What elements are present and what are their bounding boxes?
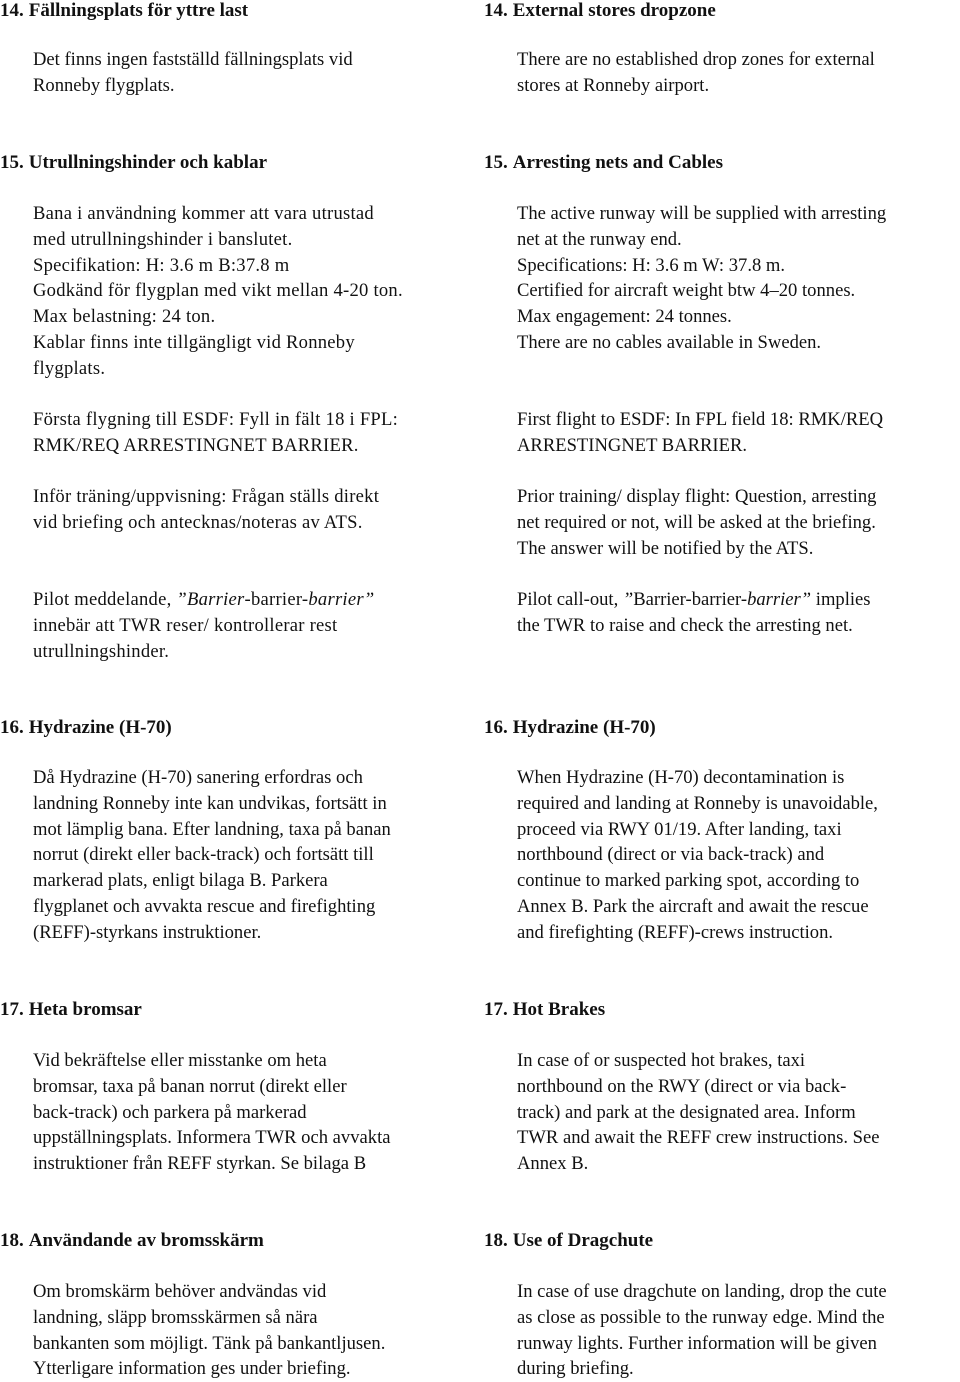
section-number: 14.	[484, 0, 508, 21]
text-line: as close as possible to the runway edge. Mind the	[517, 1306, 885, 1328]
section-18-heading-sv	[0, 1230, 264, 1252]
section-15-para3-sv	[33, 484, 379, 536]
section-15-para3-en	[517, 484, 876, 561]
section-16-heading-sv	[0, 717, 172, 739]
section-14-body-en	[517, 47, 875, 99]
text-line: Kablar finns inte tillgängligt vid Ronneby	[33, 331, 355, 353]
text-line: Certified for aircraft weight btw 4–20 tonnes.	[517, 280, 856, 302]
section-16-heading-en	[484, 717, 656, 739]
text-line: Annex B.	[517, 1153, 589, 1175]
text-line: Vid bekräftelse eller misstanke om heta	[33, 1050, 327, 1071]
text-line	[517, 587, 871, 613]
section-15-heading-sv	[0, 152, 267, 174]
text-line: There are no established drop zones for external	[517, 49, 875, 70]
text-line: Bana i användning kommer att vara utrustad	[33, 203, 374, 224]
section-14-heading-en	[484, 0, 716, 22]
text-line: net at the runway end.	[517, 228, 682, 250]
text-line: Ytterligare information ges under briefing.	[33, 1358, 351, 1380]
text-run: Pilot meddelande,	[33, 589, 177, 610]
text-line: innebär att TWR reser/ kontrollerar rest	[33, 614, 338, 636]
text-line: flygplanet och avvakta rescue and firefighting	[33, 895, 376, 917]
text-line: required and landing at Ronneby is unavoidable,	[517, 792, 878, 814]
text-line: Max belastning: 24 ton.	[33, 306, 216, 328]
text-line: RMK/REQ ARRESTINGNET BARRIER.	[33, 434, 359, 456]
section-16-body-sv	[33, 765, 391, 946]
section-title: Fällningsplats för yttre last	[28, 0, 249, 21]
quote-mark: ”	[800, 589, 812, 610]
text-run: Barrier	[633, 589, 686, 610]
text-line: Specifikation: H: 3.6 m B:37.8 m	[33, 254, 290, 276]
section-14-heading-sv	[0, 0, 248, 22]
text-line: Om bromskärm behöver andvändas vid	[33, 1281, 327, 1302]
text-line: the TWR to raise and check the arresting net.	[517, 614, 853, 636]
text-line: Max engagement: 24 tonnes.	[517, 306, 732, 328]
text-line: utrullningshinder.	[33, 640, 170, 662]
text-line: instruktioner från REFF styrkan. Se bilaga B	[33, 1153, 367, 1175]
text-line: norrut (direkt eller back-track) och fortsätt till	[33, 844, 374, 866]
section-number: 17.	[0, 999, 24, 1020]
text-line: net required or not, will be asked at the briefing.	[517, 511, 876, 533]
text-run-italic: Barrier	[187, 589, 245, 610]
section-title: Arresting nets and Cables	[512, 152, 723, 173]
section-17-heading-sv	[0, 999, 142, 1021]
section-15-para4-sv	[33, 587, 374, 664]
section-number: 18.	[484, 1230, 508, 1251]
text-line: Första flygning till ESDF: Fyll in fält 18 i FPL:	[33, 409, 399, 430]
section-title: Användande av bromsskärm	[28, 1230, 264, 1251]
text-line: proceed via RWY 01/19. After landing, taxi	[517, 818, 842, 840]
text-line: There are no cables available in Sweden.	[517, 331, 822, 353]
text-line: landning, släpp bromsskärmen så nära	[33, 1306, 318, 1328]
section-title: Use of Dragchute	[512, 1230, 654, 1251]
section-number: 15.	[484, 152, 508, 173]
text-run-italic: barrier	[747, 589, 801, 610]
text-line: The active runway will be supplied with arresting	[517, 203, 887, 224]
section-15-para2-en	[517, 407, 883, 459]
text-line: runway lights. Further information will be given	[517, 1332, 877, 1354]
text-line: Prior training/ display flight: Question, arresting	[517, 486, 877, 507]
section-title: Utrullningshinder och kablar	[28, 152, 268, 173]
text-line: continue to marked parking spot, according to	[517, 870, 860, 892]
text-line: In case of use dragchute on landing, drop the cute	[517, 1281, 887, 1302]
quote-mark: ”	[176, 589, 188, 610]
text-run: -barrier-	[685, 589, 748, 610]
section-18-body-sv	[33, 1279, 385, 1382]
text-line: Specifications: H: 3.6 m W: 37.8 m.	[517, 254, 786, 276]
text-line: bankanten som möjligt. Tänk på bankantljusen.	[33, 1332, 386, 1354]
section-16-body-en	[517, 765, 878, 946]
section-number: 18.	[0, 1230, 24, 1251]
text-run-italic: barrier	[308, 589, 364, 610]
text-line	[33, 587, 374, 613]
text-line: bromsar, taxa på banan norrut (direkt eller	[33, 1075, 347, 1097]
section-17-body-sv	[33, 1048, 391, 1177]
section-15-para2-sv	[33, 407, 398, 459]
text-line: med utrullningshinder i banslutet.	[33, 228, 293, 250]
text-line: northbound on the RWY (direct or via back-	[517, 1075, 847, 1097]
text-line: stores at Ronneby airport.	[517, 74, 710, 96]
text-line: Inför träning/uppvisning: Frågan ställs direkt	[33, 486, 380, 507]
section-title: Hydrazine (H-70)	[512, 717, 656, 738]
text-line: during briefing.	[517, 1358, 634, 1380]
text-line: Ronneby flygplats.	[33, 74, 175, 96]
section-number: 14.	[0, 0, 24, 21]
section-15-para1-en	[517, 201, 886, 356]
section-number: 16.	[0, 717, 24, 738]
text-line: First flight to ESDF: In FPL field 18: RMK/REQ	[517, 409, 884, 430]
section-15-para4-en	[517, 587, 871, 639]
text-line: Godkänd för flygplan med vikt mellan 4-20 ton.	[33, 280, 403, 302]
text-line: Då Hydrazine (H-70) sanering erfordras och	[33, 767, 363, 788]
text-line: northbound (direct or via back-track) and	[517, 844, 825, 866]
text-line: When Hydrazine (H-70) decontamination is	[517, 767, 845, 788]
text-run: Pilot call-out,	[517, 589, 623, 610]
text-line: (REFF)-styrkans instruktioner.	[33, 921, 262, 943]
section-18-body-en	[517, 1279, 887, 1382]
text-run: implies	[811, 589, 871, 610]
text-line: mot lämplig bana. Efter landning, taxa på banan	[33, 818, 391, 840]
text-line: markerad plats, enligt bilaga B. Parkera	[33, 870, 328, 892]
section-15-heading-en	[484, 152, 723, 174]
section-title: Hot Brakes	[512, 999, 606, 1020]
text-line: landning Ronneby inte kan undvikas, fortsätt in	[33, 792, 387, 814]
quote-mark: ”	[622, 589, 634, 610]
text-line: flygplats.	[33, 357, 106, 379]
text-line: TWR and await the REFF crew instructions. See	[517, 1127, 880, 1149]
section-title: Hydrazine (H-70)	[28, 717, 172, 738]
text-line: The answer will be notified by the ATS.	[517, 537, 814, 559]
text-line: ARRESTINGNET BARRIER.	[517, 434, 748, 456]
text-line: track) and park at the designated area. Inform	[517, 1101, 856, 1123]
section-18-heading-en	[484, 1230, 653, 1252]
section-number: 16.	[484, 717, 508, 738]
section-title: External stores dropzone	[512, 0, 716, 21]
section-14-body-sv	[33, 47, 353, 99]
section-17-body-en	[517, 1048, 880, 1177]
section-15-para1-sv	[33, 201, 403, 382]
section-title: Heta bromsar	[28, 999, 142, 1020]
text-line: vid briefing och antecknas/noteras av ATS.	[33, 511, 363, 533]
section-number: 17.	[484, 999, 508, 1020]
text-line: Annex B. Park the aircraft and await the rescue	[517, 895, 869, 917]
text-line: In case of or suspected hot brakes, taxi	[517, 1050, 806, 1071]
section-17-heading-en	[484, 999, 605, 1021]
text-run: -barrier-	[244, 589, 309, 610]
quote-mark: ”	[363, 589, 375, 610]
text-line: and firefighting (REFF)-crews instruction.	[517, 921, 834, 943]
text-line: uppställningsplats. Informera TWR och avvakta	[33, 1127, 391, 1149]
text-line: Det finns ingen fastställd fällningsplats vid	[33, 49, 353, 70]
section-number: 15.	[0, 152, 24, 173]
text-line: back-track) och parkera på markerad	[33, 1101, 307, 1123]
